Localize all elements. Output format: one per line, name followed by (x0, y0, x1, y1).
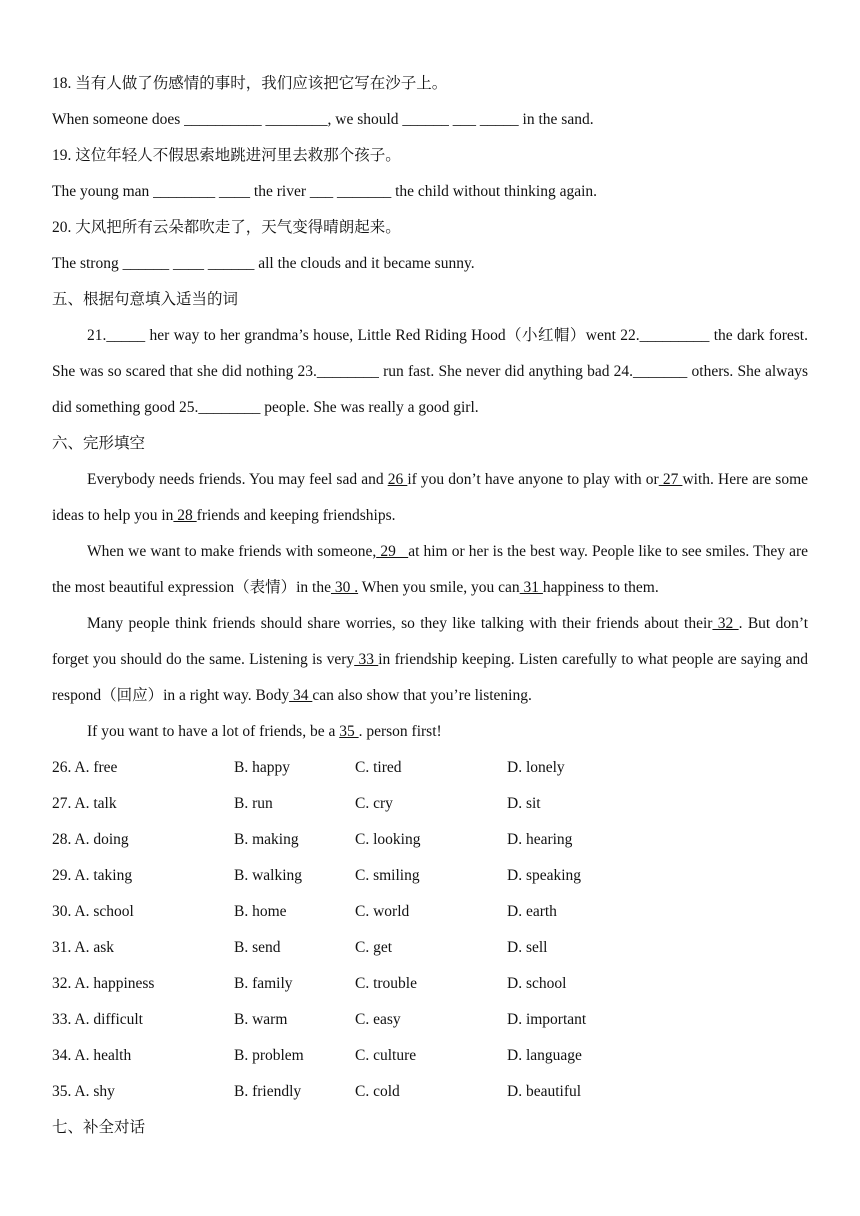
option-c: C. smiling (355, 867, 420, 884)
blank-26: 26 (387, 471, 408, 488)
blank-31: 31 (519, 579, 543, 596)
cloze-text: happiness to them. (542, 579, 659, 596)
option-b: B. run (234, 795, 273, 812)
option-a: 28. A. doing (52, 831, 129, 848)
section7-heading: 七、补全对话 (52, 1119, 146, 1136)
option-c: C. looking (355, 831, 421, 848)
option-a: 30. A. school (52, 903, 134, 920)
option-a: 26. A. free (52, 759, 118, 776)
option-d: D. language (507, 1047, 582, 1064)
option-c: C. world (355, 903, 410, 920)
option-b: B. warm (234, 1011, 288, 1028)
cloze-text: with. Here are some ideas to help you in (52, 471, 809, 524)
blank-33: 33 (354, 651, 379, 668)
options-list (52, 750, 808, 1110)
q20-english: The strong ______ ____ ______ all the clouds and it became sunny. (52, 255, 475, 272)
option-row-28 (52, 822, 808, 858)
option-b: B. home (234, 903, 287, 920)
option-row-34 (52, 1038, 808, 1074)
option-a: 31. A. ask (52, 939, 114, 956)
option-b: B. problem (234, 1047, 304, 1064)
section6-heading: 六、完形填空 (52, 435, 146, 452)
option-b: B. happy (234, 759, 290, 776)
cloze-text: if you don’t have anyone to play with or (407, 471, 659, 488)
cloze-text: friends and keeping friendships. (196, 507, 396, 524)
option-c: C. culture (355, 1047, 417, 1064)
option-d: D. school (507, 975, 567, 992)
option-d: D. sell (507, 939, 548, 956)
option-b: B. friendly (234, 1083, 302, 1100)
cloze-text: . But don’t forget you should do the same. Listening is very (52, 615, 809, 668)
cloze-paragraph-2 (52, 534, 808, 606)
q18-english: When someone does __________ ________, we should ______ ___ _____ in the sand. (52, 111, 594, 128)
option-row-31 (52, 930, 808, 966)
option-row-33 (52, 1002, 808, 1038)
cloze-text: in friendship keeping. Listen carefully to what people are saying and respond（回应）in a right way. Body (52, 651, 809, 704)
cloze-paragraph-1 (52, 462, 808, 534)
option-b: B. family (234, 975, 293, 992)
blank-34: 34 (289, 687, 313, 704)
option-row-32 (52, 966, 808, 1002)
q19-chinese: 19. 这位年轻人不假思索地跳进河里去救那个孩子。 (52, 147, 401, 164)
option-a: 33. A. difficult (52, 1011, 143, 1028)
option-a: 34. A. health (52, 1047, 132, 1064)
blank-28: 28 (173, 507, 197, 524)
option-c: C. cry (355, 795, 393, 812)
option-a: 27. A. talk (52, 795, 117, 812)
option-b: B. making (234, 831, 299, 848)
option-d: D. speaking (507, 867, 582, 884)
q18-chinese: 18. 当有人做了伤感情的事时，我们应该把它写在沙子上。 (52, 75, 448, 92)
cloze-paragraph-3 (52, 606, 808, 714)
option-c: C. get (355, 939, 393, 956)
option-c: C. easy (355, 1011, 401, 1028)
option-row-27 (52, 786, 808, 822)
section5-passage: 21._____ her way to her grandma’s house, Little Red Riding Hood（小红帽）went 22._________ the dark forest. She was so scared that she did nothing 23.________ run fast. She never did anything bad 24._______ others. She always did something good 25.________ people. She was really a good girl. (52, 327, 808, 416)
option-a: 29. A. taking (52, 867, 133, 884)
cloze-text: . person first! (358, 723, 442, 740)
cloze-text: Many people think friends should share worries, so they like talking with their friends about their (87, 615, 713, 632)
option-a: 35. A. shy (52, 1083, 115, 1100)
q19-english: The young man ________ ____ the river ___ _______ the child without thinking again. (52, 183, 598, 200)
blank-27: 27 (658, 471, 683, 488)
option-d: D. sit (507, 795, 541, 812)
option-c: C. trouble (355, 975, 417, 992)
cloze-text: When you smile, you can (358, 579, 520, 596)
blank-35: 35 (339, 723, 359, 740)
blank-29: 29 (376, 543, 409, 560)
blank-30: 30 . (330, 579, 359, 596)
option-a: 32. A. happiness (52, 975, 155, 992)
cloze-paragraph-4 (52, 714, 808, 750)
option-row-26 (52, 750, 808, 786)
option-b: B. walking (234, 867, 303, 884)
option-row-30 (52, 894, 808, 930)
option-d: D. earth (507, 903, 557, 920)
option-b: B. send (234, 939, 281, 956)
option-d: D. beautiful (507, 1083, 582, 1100)
cloze-text: When we want to make friends with someone, (87, 543, 377, 560)
cloze-text: If you want to have a lot of friends, be a (87, 723, 340, 740)
section5-heading: 五、根据句意填入适当的词 (52, 291, 239, 308)
option-c: C. tired (355, 759, 402, 776)
cloze-text: can also show that you’re listening. (312, 687, 532, 704)
option-d: D. important (507, 1011, 587, 1028)
worksheet-page (52, 66, 808, 1146)
option-c: C. cold (355, 1083, 400, 1100)
option-d: D. hearing (507, 831, 573, 848)
cloze-text: at him or her is the best way. People like to see smiles. They are the most beautiful expression（表情）in the (52, 543, 808, 596)
option-d: D. lonely (507, 759, 565, 776)
option-row-29 (52, 858, 808, 894)
q20-chinese: 20. 大风把所有云朵都吹走了，天气变得晴朗起来。 (52, 219, 401, 236)
cloze-text: Everybody needs friends. You may feel sad and (87, 471, 388, 488)
option-row-35 (52, 1074, 808, 1110)
blank-32: 32 (712, 615, 739, 632)
